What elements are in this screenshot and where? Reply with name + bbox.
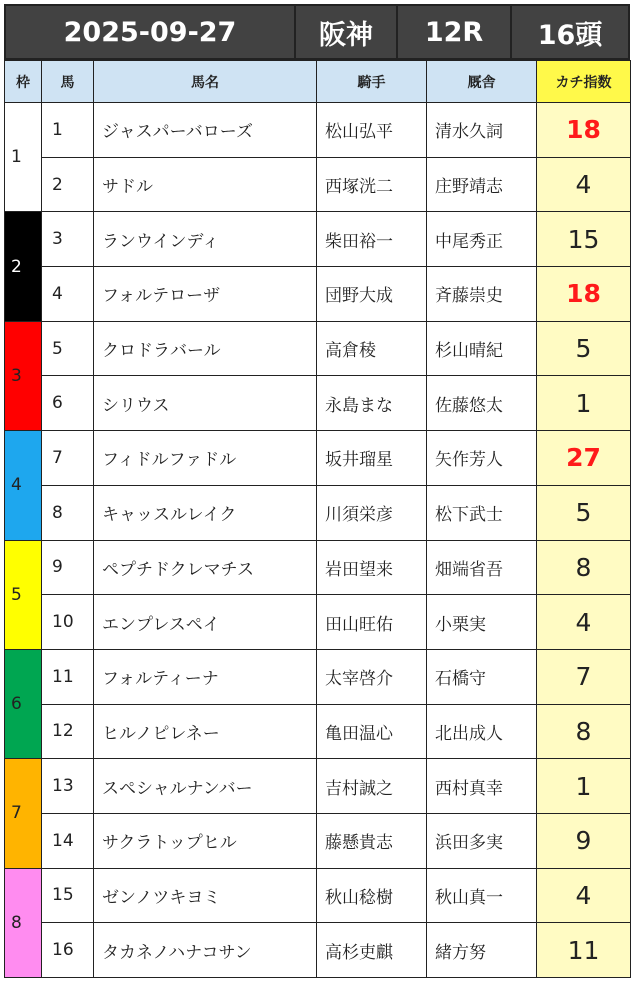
horse-name-cell: クロドラバール [94, 321, 317, 376]
waku-cell: 3 [5, 321, 42, 430]
kachi-index-cell: 4 [537, 595, 631, 650]
uma-number-cell: 7 [42, 431, 94, 486]
table-row [5, 759, 631, 814]
uma-number-cell: 11 [42, 649, 94, 704]
col-uma-header: 馬 [42, 61, 94, 103]
trainer-cell: 緒方努 [427, 923, 537, 978]
horse-name-cell: タカネノハナコサン [94, 923, 317, 978]
kachi-index-cell: 1 [537, 759, 631, 814]
uma-number-cell: 10 [42, 595, 94, 650]
col-kachi-header: カチ指数 [537, 61, 631, 103]
jockey-cell: 田山旺佑 [317, 595, 427, 650]
jockey-cell: 秋山稔樹 [317, 868, 427, 923]
uma-number-cell: 3 [42, 212, 94, 267]
uma-number-cell: 16 [42, 923, 94, 978]
kachi-index-cell: 18 [537, 267, 631, 322]
kachi-index-cell: 9 [537, 813, 631, 868]
uma-number-cell: 1 [42, 103, 94, 158]
uma-number-cell: 2 [42, 157, 94, 212]
waku-cell: 4 [5, 431, 42, 540]
table-row [5, 649, 631, 704]
waku-cell: 1 [5, 103, 42, 212]
trainer-cell: 秋山真一 [427, 868, 537, 923]
table-row [5, 704, 631, 759]
jockey-cell: 西塚洸二 [317, 157, 427, 212]
kachi-index-cell: 7 [537, 649, 631, 704]
uma-number-cell: 14 [42, 813, 94, 868]
trainer-cell: 石橋守 [427, 649, 537, 704]
jockey-cell: 川須栄彦 [317, 485, 427, 540]
kachi-index-cell: 8 [537, 704, 631, 759]
uma-number-cell: 12 [42, 704, 94, 759]
horse-name-cell: キャッスルレイク [94, 485, 317, 540]
uma-number-cell: 5 [42, 321, 94, 376]
race-card [4, 4, 630, 978]
horse-name-cell: スペシャルナンバー [94, 759, 317, 814]
kachi-index-cell: 18 [537, 103, 631, 158]
horse-name-cell: フォルティーナ [94, 649, 317, 704]
uma-number-cell: 6 [42, 376, 94, 431]
trainer-cell: 斉藤崇史 [427, 267, 537, 322]
horse-name-cell: サドル [94, 157, 317, 212]
horse-name-cell: ランウインディ [94, 212, 317, 267]
jockey-cell: 坂井瑠星 [317, 431, 427, 486]
table-header-row [5, 61, 631, 103]
col-trainer-header: 厩舎 [427, 61, 537, 103]
trainer-cell: 中尾秀正 [427, 212, 537, 267]
col-jockey-header: 騎手 [317, 61, 427, 103]
trainer-cell: 北出成人 [427, 704, 537, 759]
kachi-index-cell: 4 [537, 157, 631, 212]
jockey-cell: 吉村誠之 [317, 759, 427, 814]
jockey-cell: 松山弘平 [317, 103, 427, 158]
horse-name-cell: ペプチドクレマチス [94, 540, 317, 595]
waku-cell: 7 [5, 759, 42, 868]
waku-cell: 6 [5, 649, 42, 758]
jockey-cell: 高倉稜 [317, 321, 427, 376]
table-row [5, 868, 631, 923]
race-venue: 阪神 [296, 6, 398, 58]
horse-name-cell: ジャスパーバローズ [94, 103, 317, 158]
horse-name-cell: サクラトップヒル [94, 813, 317, 868]
table-row [5, 540, 631, 595]
uma-number-cell: 9 [42, 540, 94, 595]
kachi-index-cell: 8 [537, 540, 631, 595]
waku-cell: 8 [5, 868, 42, 977]
trainer-cell: 杉山晴紀 [427, 321, 537, 376]
race-header [4, 4, 630, 60]
uma-number-cell: 8 [42, 485, 94, 540]
waku-cell: 5 [5, 540, 42, 649]
kachi-index-cell: 1 [537, 376, 631, 431]
horse-name-cell: ヒルノピレネー [94, 704, 317, 759]
kachi-index-cell: 5 [537, 321, 631, 376]
kachi-index-cell: 4 [537, 868, 631, 923]
trainer-cell: 西村真幸 [427, 759, 537, 814]
table-row [5, 157, 631, 212]
runner-count: 16頭 [537, 19, 603, 51]
trainer-cell: 佐藤悠太 [427, 376, 537, 431]
trainer-cell: 小栗実 [427, 595, 537, 650]
horse-name-cell: シリウス [94, 376, 317, 431]
jockey-cell: 亀田温心 [317, 704, 427, 759]
race-number: 12R [398, 6, 512, 58]
table-row [5, 431, 631, 486]
horse-name-cell: フォルテローザ [94, 267, 317, 322]
horse-name-cell: エンプレスペイ [94, 595, 317, 650]
table-row [5, 595, 631, 650]
table-row [5, 813, 631, 868]
jockey-cell: 永島まな [317, 376, 427, 431]
jockey-cell: 岩田望来 [317, 540, 427, 595]
kachi-index-cell: 27 [537, 431, 631, 486]
waku-cell: 2 [5, 212, 42, 321]
horse-name-cell: フィドルファドル [94, 431, 317, 486]
table-row [5, 212, 631, 267]
table-row [5, 267, 631, 322]
trainer-cell: 松下武士 [427, 485, 537, 540]
table-row [5, 376, 631, 431]
kachi-index-cell: 15 [537, 212, 631, 267]
table-row [5, 923, 631, 978]
trainer-cell: 清水久詞 [427, 103, 537, 158]
uma-number-cell: 15 [42, 868, 94, 923]
entries-body [5, 103, 631, 978]
table-row [5, 485, 631, 540]
jockey-cell: 藤懸貴志 [317, 813, 427, 868]
jockey-cell: 太宰啓介 [317, 649, 427, 704]
trainer-cell: 矢作芳人 [427, 431, 537, 486]
table-row [5, 321, 631, 376]
jockey-cell: 団野大成 [317, 267, 427, 322]
trainer-cell: 畑端省吾 [427, 540, 537, 595]
jockey-cell: 高杉吏麒 [317, 923, 427, 978]
col-name-header: 馬名 [94, 61, 317, 103]
jockey-cell: 柴田裕一 [317, 212, 427, 267]
kachi-index-cell: 11 [537, 923, 631, 978]
col-waku-header: 枠 [5, 61, 42, 103]
race-date: 2025-09-27 [6, 6, 296, 58]
trainer-cell: 浜田多実 [427, 813, 537, 868]
horse-name-cell: ゼンノツキヨミ [94, 868, 317, 923]
kachi-index-cell: 5 [537, 485, 631, 540]
entries-table [4, 60, 631, 978]
uma-number-cell: 4 [42, 267, 94, 322]
table-row [5, 103, 631, 158]
uma-number-cell: 13 [42, 759, 94, 814]
trainer-cell: 庄野靖志 [427, 157, 537, 212]
